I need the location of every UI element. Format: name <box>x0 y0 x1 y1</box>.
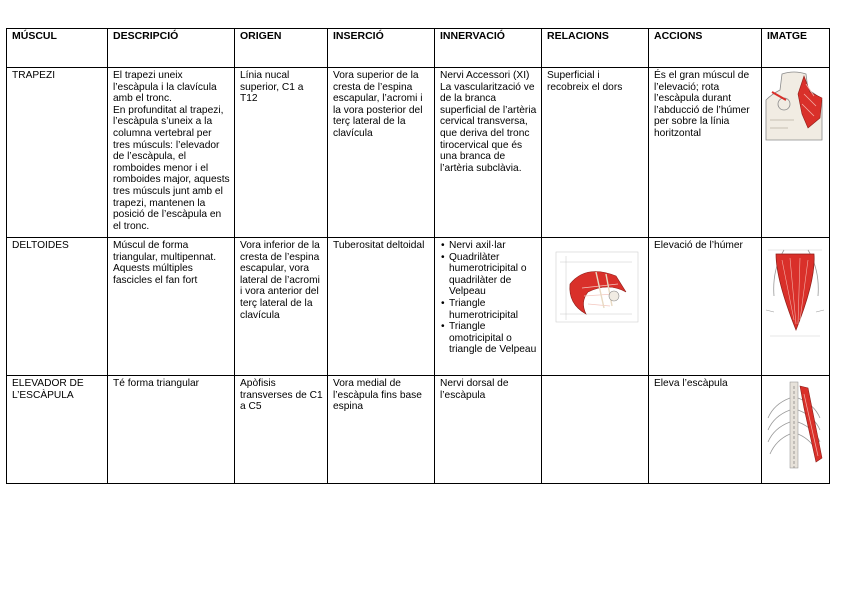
deltoid-diagram-icon <box>552 248 649 328</box>
origin-cell: Línia nucal superior, C1 a T12 <box>235 68 328 238</box>
description-cell: Múscul de forma triangular, multipennat. Aquests múltiples fascicles el fan fort <box>108 238 235 376</box>
muscle-name: DELTOIDES <box>7 238 108 376</box>
header-insertion: INSERCIÓ <box>328 29 435 68</box>
table-row <box>7 376 830 484</box>
list-item: • Quadrilàter humerotricipital o quadrilàter de Velpeau <box>449 252 537 298</box>
innervation-list <box>440 240 537 356</box>
muscle-table <box>6 28 830 484</box>
relations-cell <box>542 376 649 484</box>
insertion-cell: Tuberositat deltoidal <box>328 238 435 376</box>
origin-cell: Apòfisis transverses de C1 a C5 <box>235 376 328 484</box>
list-item: • Triangle humerotricipital <box>449 298 537 321</box>
image-cell <box>762 376 830 484</box>
innervation-cell: Nervi dorsal de l’escàpula <box>435 376 542 484</box>
innervation-cell: Nervi Accessori (XI) La vascularització ve de la branca superficial de l’artèria cervical transversa, que deriva del tronc tirocervical que és una branca de l’artèria subclàvia. <box>435 68 542 238</box>
innervation-cell <box>435 238 542 376</box>
list-item: • Nervi axil·lar <box>449 240 537 252</box>
actions-cell: Eleva l’escàpula <box>649 376 762 484</box>
relations-cell: Superficial i recobreix el dors <box>542 68 649 238</box>
header-image: IMATGE <box>762 29 830 68</box>
header-description: DESCRIPCIÓ <box>108 29 235 68</box>
levator-scapulae-illustration-icon <box>764 378 824 474</box>
insertion-cell: Vora medial de l’escàpula fins base espina <box>328 376 435 484</box>
actions-cell: És el gran múscul de l’elevació; rota l’escàpula durant l’abducció de l’húmer per sobre la línia horitzontal <box>649 68 762 238</box>
list-item: • Triangle omotricipital o triangle de Velpeau <box>449 321 537 356</box>
muscle-name: ELEVADOR DE L’ESCÀPULA <box>7 376 108 484</box>
header-muscle: MÚSCUL <box>7 29 108 68</box>
image-cell <box>762 68 830 238</box>
insertion-cell: Vora superior de la cresta de l’espina escapular, l’acromi i la vora posterior del terç lateral de la clavícula <box>328 68 435 238</box>
header-actions: ACCIONS <box>649 29 762 68</box>
deltoid-illustration-icon <box>764 240 826 340</box>
header-origin: ORIGEN <box>235 29 328 68</box>
header-relations: RELACIONS <box>542 29 649 68</box>
table-row <box>7 238 830 376</box>
origin-cell: Vora inferior de la cresta de l’espina escapular, vora lateral de l’acromi i vora anterior del terç lateral de la clavícula <box>235 238 328 376</box>
image-cell <box>762 238 830 376</box>
table-row <box>7 68 830 238</box>
trapezius-illustration-icon <box>764 70 824 142</box>
actions-cell: Elevació de l’húmer <box>649 238 762 376</box>
relations-cell <box>542 238 649 376</box>
description-cell: El trapezi uneix l’escàpula i la clavícula amb el tronc. En profunditat al trapezi, l’escàpula s’uneix a la columna vertebral per tres músculs: l’elevador de l’escàpula, el romboides menor i el romboides major, aquests tres músculs junt amb el trapezi, mantenen la posició de l’escàpula en el tronc. <box>108 68 235 238</box>
muscle-name: TRAPEZI <box>7 68 108 238</box>
header-innervation: INNERVACIÓ <box>435 29 542 68</box>
description-cell: Té forma triangular <box>108 376 235 484</box>
header-row <box>7 29 830 68</box>
